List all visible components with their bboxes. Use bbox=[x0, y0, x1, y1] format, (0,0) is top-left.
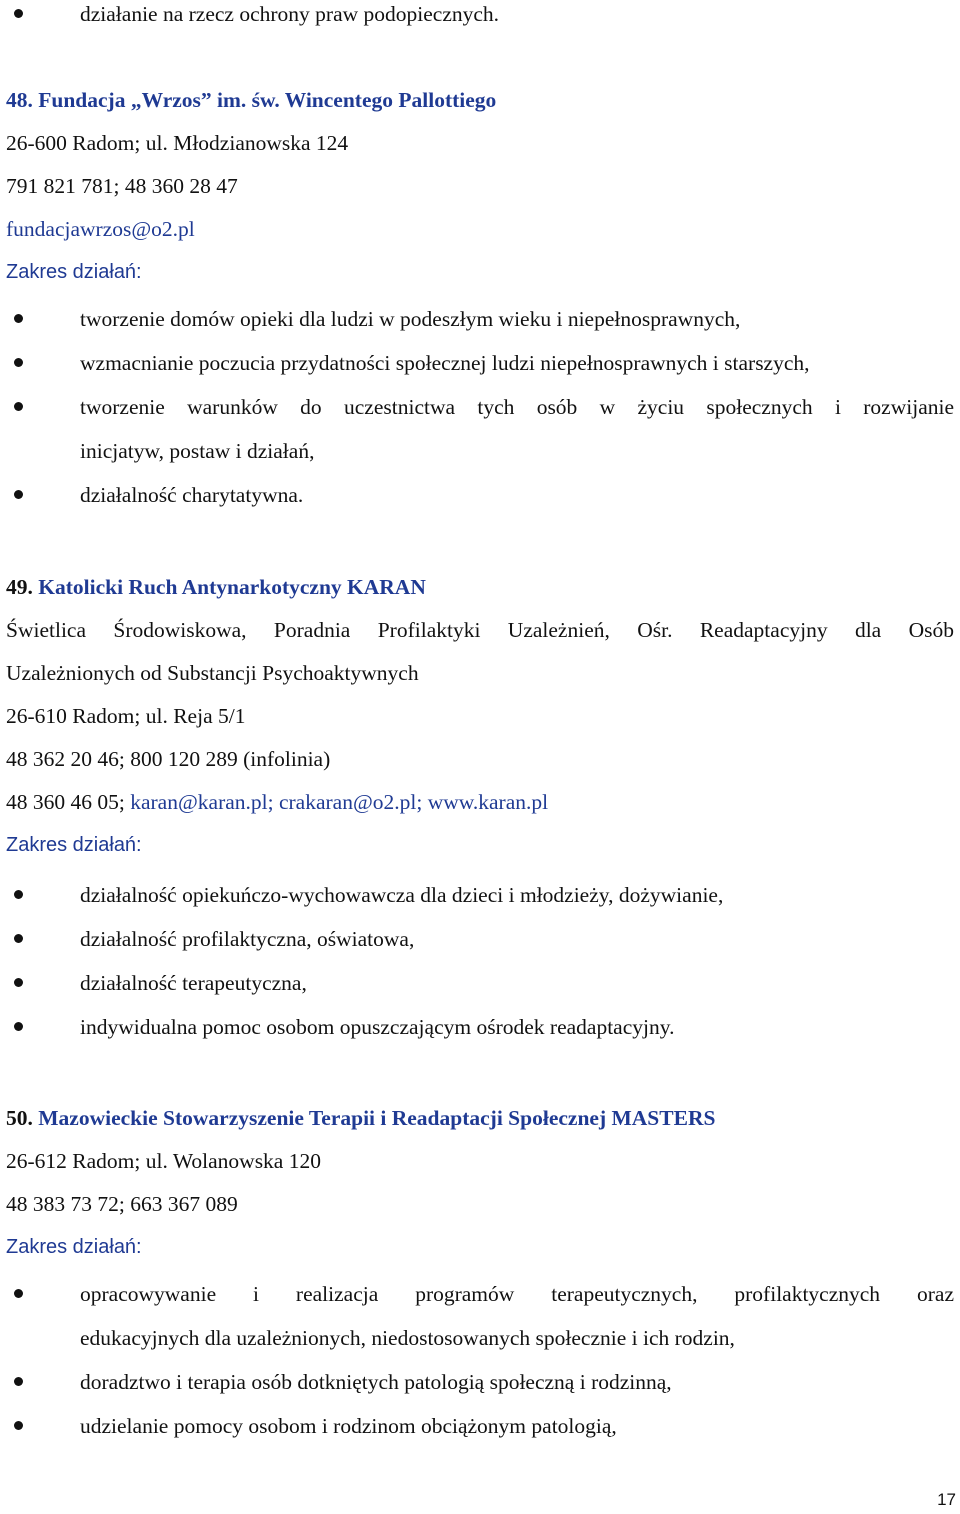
org-50-zakres-label: Zakres działań: bbox=[6, 1236, 142, 1258]
bullet-icon bbox=[14, 490, 23, 499]
list-item: działalność opiekuńczo-wychowawcza dla dzieci i młodzieży, dożywianie, bbox=[6, 873, 954, 917]
org-48-section bbox=[6, 79, 954, 294]
org-50-title: 50. Mazowieckie Stowarzyszenie Terapii i Readaptacji Społecznej MASTERS bbox=[6, 1106, 716, 1130]
org-48-email-link[interactable]: fundacjawrzos@o2.pl bbox=[6, 217, 195, 241]
page-number: 17 bbox=[937, 1490, 956, 1509]
org-49-description: Świetlica Środowiskowa, Poradnia Profilaktyki Uzależnień, Ośr. Readaptacyjny dla Osób bbox=[6, 618, 954, 642]
bullet-icon bbox=[14, 1377, 23, 1386]
bullet-icon bbox=[14, 1022, 23, 1031]
org-49-phone: 48 362 20 46; 800 120 289 (infolinia) bbox=[6, 747, 331, 771]
bullet-icon bbox=[14, 9, 23, 18]
bullet-icon bbox=[14, 978, 23, 987]
org-50-address: 26-612 Radom; ul. Wolanowska 120 bbox=[6, 1149, 321, 1173]
list-item: wzmacnianie poczucia przydatności społecznej ludzi niepełnosprawnych i starszych, bbox=[6, 341, 954, 385]
bullet-icon bbox=[14, 358, 23, 367]
list-item: działalność terapeutyczna, bbox=[6, 961, 954, 1005]
list-item: tworzenie warunków do uczestnictwa tych osób w życiu społecznych i rozwijanie inicjatyw, postaw i działań, bbox=[6, 385, 954, 473]
list-item: działalność profilaktyczna, oświatowa, bbox=[6, 917, 954, 961]
org-48-zakres-label: Zakres działań: bbox=[6, 261, 142, 283]
org-49-links[interactable]: karan@karan.pl; crakaran@o2.pl; www.karan.pl bbox=[130, 790, 549, 814]
list-item: indywidualna pomoc osobom opuszczającym ośrodek readaptacyjny. bbox=[6, 1005, 954, 1049]
top-bullet-list bbox=[6, 0, 954, 36]
list-item: udzielanie pomocy osobom i rodzinom obciążonym patologią, bbox=[6, 1404, 954, 1448]
list-item: opracowywanie i realizacja programów terapeutycznych, profilaktycznych oraz edukacyjnych dla uzależnionych, niedostosowanych społecznie i ich rodzin, bbox=[6, 1272, 954, 1360]
org-50-section bbox=[6, 1097, 954, 1269]
org-49-section bbox=[6, 566, 954, 867]
org-49-activities bbox=[6, 873, 954, 1049]
list-item: działanie na rzecz ochrony praw podopiecznych. bbox=[6, 0, 954, 36]
bullet-icon bbox=[14, 934, 23, 943]
org-50-phone: 48 383 73 72; 663 367 089 bbox=[6, 1192, 238, 1216]
bullet-icon bbox=[14, 1289, 23, 1298]
org-48-address: 26-600 Radom; ul. Młodzianowska 124 bbox=[6, 131, 349, 155]
org-48-phone: 791 821 781; 48 360 28 47 bbox=[6, 174, 238, 198]
org-49-contact: 48 360 46 05; karan@karan.pl; crakaran@o2.pl; www.karan.pl bbox=[6, 790, 549, 814]
bullet-icon bbox=[14, 402, 23, 411]
org-49-address: 26-610 Radom; ul. Reja 5/1 bbox=[6, 704, 246, 728]
org-49-title: 49. Katolicki Ruch Antynarkotyczny KARAN bbox=[6, 575, 426, 599]
list-item: działalność charytatywna. bbox=[6, 473, 954, 517]
org-48-activities bbox=[6, 297, 954, 517]
bullet-icon bbox=[14, 1421, 23, 1430]
bullet-icon bbox=[14, 890, 23, 899]
list-item: tworzenie domów opieki dla ludzi w podeszłym wieku i niepełnosprawnych, bbox=[6, 297, 954, 341]
list-item: doradztwo i terapia osób dotkniętych patologią społeczną i rodzinną, bbox=[6, 1360, 954, 1404]
org-49-zakres-label: Zakres działań: bbox=[6, 834, 142, 856]
org-48-title: 48. Fundacja „Wrzos” im. św. Wincentego Pallottiego bbox=[6, 88, 497, 112]
org-50-activities bbox=[6, 1272, 954, 1448]
org-49-description-cont: Uzależnionych od Substancji Psychoaktywnych bbox=[6, 661, 419, 685]
bullet-icon bbox=[14, 314, 23, 323]
